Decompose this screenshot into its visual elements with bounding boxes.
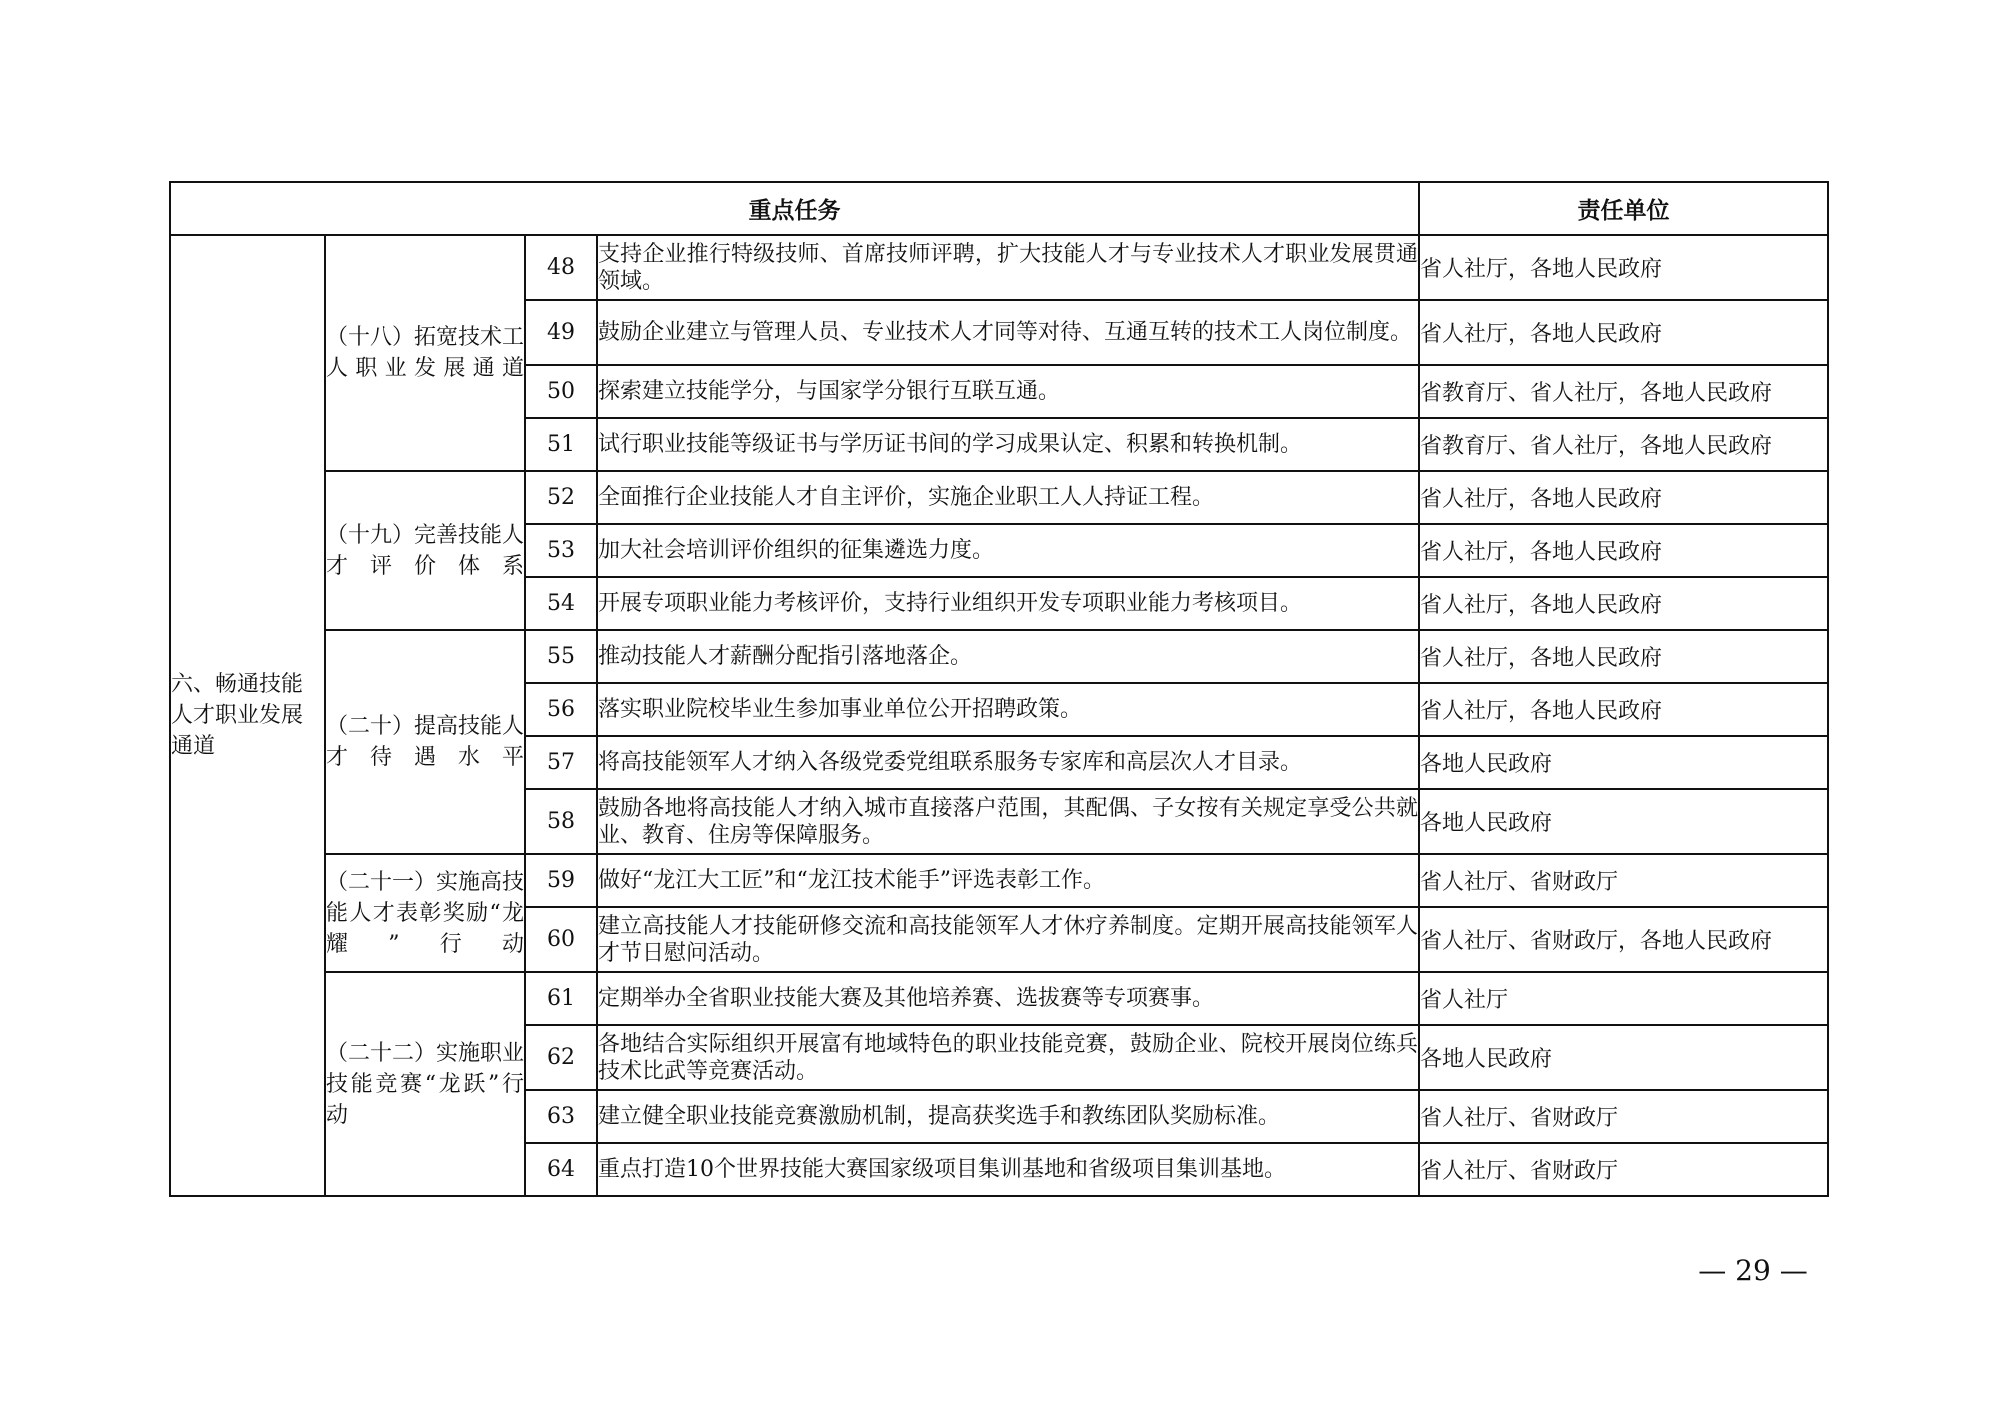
task-text: 重点打造10个世界技能大赛国家级项目集训基地和省级项目集训基地。 (597, 1143, 1419, 1196)
row-number: 63 (525, 1090, 597, 1143)
unit-text: 省人社厅，各地人民政府 (1419, 683, 1828, 736)
unit-text: 各地人民政府 (1419, 789, 1828, 854)
task-text: 落实职业院校毕业生参加事业单位公开招聘政策。 (597, 683, 1419, 736)
task-text: 鼓励各地将高技能人才纳入城市直接落户范围，其配偶、子女按有关规定享受公共就业、教育、住房等保障服务。 (597, 789, 1419, 854)
unit-text: 各地人民政府 (1419, 1025, 1828, 1090)
task-text: 试行职业技能等级证书与学历证书间的学习成果认定、积累和转换机制。 (597, 418, 1419, 471)
task-text: 推动技能人才薪酬分配指引落地落企。 (597, 630, 1419, 683)
header-task: 重点任务 (170, 182, 1419, 235)
unit-text: 省人社厅，各地人民政府 (1419, 630, 1828, 683)
row-number: 52 (525, 471, 597, 524)
subgroup-label: （二十）提高技能人才待遇水平 (325, 630, 525, 854)
row-number: 50 (525, 365, 597, 418)
row-number: 51 (525, 418, 597, 471)
task-text: 支持企业推行特级技师、首席技师评聘，扩大技能人才与专业技术人才职业发展贯通领域。 (597, 235, 1419, 300)
row-number: 60 (525, 907, 597, 972)
unit-text: 省人社厅，各地人民政府 (1419, 235, 1828, 300)
unit-text: 省人社厅，各地人民政府 (1419, 471, 1828, 524)
task-text: 开展专项职业能力考核评价，支持行业组织开发专项职业能力考核项目。 (597, 577, 1419, 630)
task-text: 定期举办全省职业技能大赛及其他培养赛、选拔赛等专项赛事。 (597, 972, 1419, 1025)
header-unit: 责任单位 (1419, 182, 1828, 235)
section-label: 六、畅通技能人才职业发展通道 (170, 235, 325, 1196)
task-text: 做好“龙江大工匠”和“龙江技术能手”评选表彰工作。 (597, 854, 1419, 907)
unit-text: 省人社厅、省财政厅，各地人民政府 (1419, 907, 1828, 972)
unit-text: 省人社厅 (1419, 972, 1828, 1025)
unit-text: 各地人民政府 (1419, 736, 1828, 789)
subgroup-label: （十八）拓宽技术工人职业发展通道 (325, 235, 525, 471)
row-number: 55 (525, 630, 597, 683)
row-number: 53 (525, 524, 597, 577)
task-text: 建立健全职业技能竞赛激励机制，提高获奖选手和教练团队奖励标准。 (597, 1090, 1419, 1143)
table-row (170, 471, 1828, 524)
page-number: — 29 — (1698, 1254, 1808, 1287)
row-number: 64 (525, 1143, 597, 1196)
row-number: 57 (525, 736, 597, 789)
task-text: 各地结合实际组织开展富有地域特色的职业技能竞赛，鼓励企业、院校开展岗位练兵技术比武等竞赛活动。 (597, 1025, 1419, 1090)
row-number: 62 (525, 1025, 597, 1090)
row-number: 48 (525, 235, 597, 300)
task-text: 探索建立技能学分，与国家学分银行互联互通。 (597, 365, 1419, 418)
row-number: 61 (525, 972, 597, 1025)
table-row (170, 630, 1828, 683)
task-text: 加大社会培训评价组织的征集遴选力度。 (597, 524, 1419, 577)
row-number: 49 (525, 300, 597, 365)
table-row (170, 972, 1828, 1025)
unit-text: 省教育厅、省人社厅，各地人民政府 (1419, 418, 1828, 471)
unit-text: 省人社厅，各地人民政府 (1419, 577, 1828, 630)
row-number: 54 (525, 577, 597, 630)
subgroup-label: （二十一）实施高技能人才表彰奖励“龙耀”行动 (325, 854, 525, 972)
table-row (170, 854, 1828, 907)
task-text: 全面推行企业技能人才自主评价，实施企业职工人人持证工程。 (597, 471, 1419, 524)
table-row (170, 235, 1828, 300)
task-table (169, 181, 1829, 1197)
row-number: 58 (525, 789, 597, 854)
unit-text: 省教育厅、省人社厅，各地人民政府 (1419, 365, 1828, 418)
subgroup-label: （二十二）实施职业技能竞赛“龙跃”行动 (325, 972, 525, 1196)
row-number: 56 (525, 683, 597, 736)
task-text: 建立高技能人才技能研修交流和高技能领军人才休疗养制度。定期开展高技能领军人才节日慰问活动。 (597, 907, 1419, 972)
unit-text: 省人社厅、省财政厅 (1419, 1090, 1828, 1143)
task-text: 鼓励企业建立与管理人员、专业技术人才同等对待、互通互转的技术工人岗位制度。 (597, 300, 1419, 365)
unit-text: 省人社厅、省财政厅 (1419, 854, 1828, 907)
unit-text: 省人社厅、省财政厅 (1419, 1143, 1828, 1196)
row-number: 59 (525, 854, 597, 907)
unit-text: 省人社厅，各地人民政府 (1419, 300, 1828, 365)
subgroup-label: （十九）完善技能人才评价体系 (325, 471, 525, 630)
task-text: 将高技能领军人才纳入各级党委党组联系服务专家库和高层次人才目录。 (597, 736, 1419, 789)
unit-text: 省人社厅，各地人民政府 (1419, 524, 1828, 577)
